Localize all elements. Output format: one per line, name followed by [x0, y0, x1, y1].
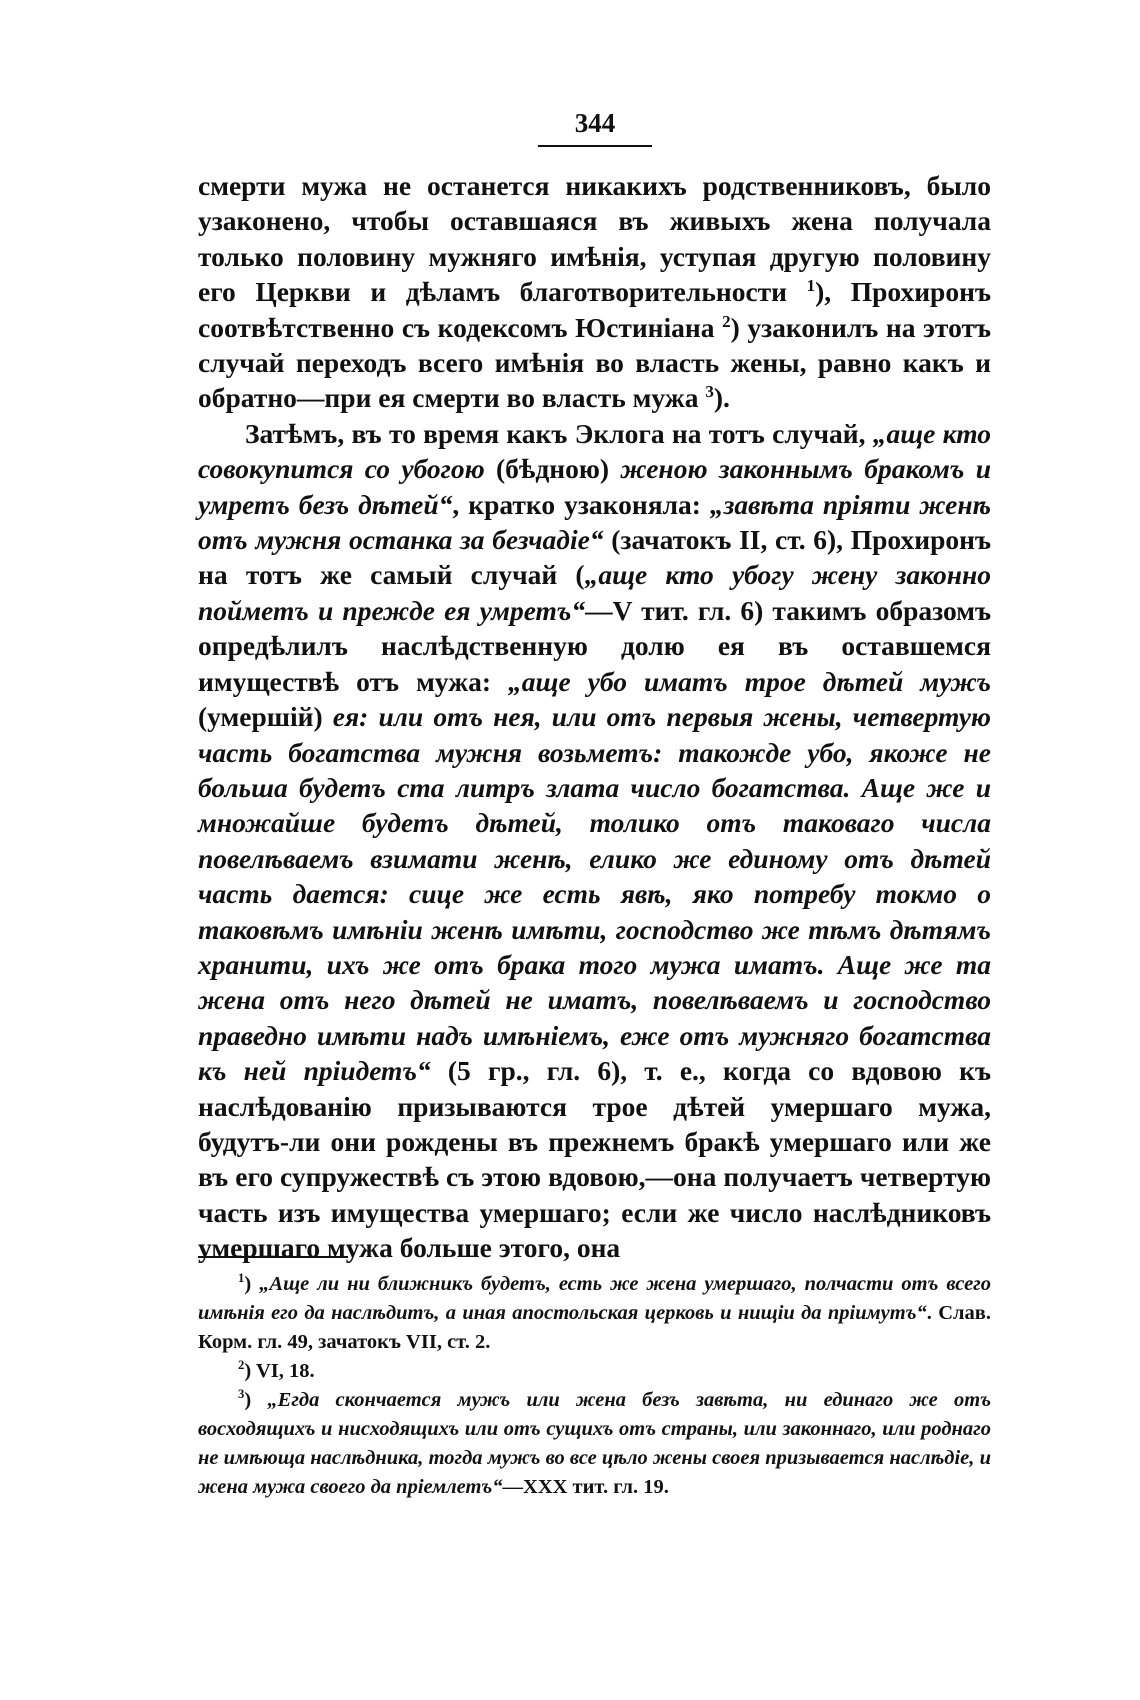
footnotes — [198, 1270, 991, 1502]
footnote-marker: 1 — [806, 276, 816, 296]
quoted-text: „Аще ли ни ближникъ будетъ, есть же жена умершаго, полчасти отъ всего имѣнія его да наслѣдитъ, а иная апостольская церковь и нищіи да пріимутъ“ — [198, 1273, 991, 1324]
quoted-text: „Егда скончается мужъ или жена безъ завѣта, ни единаго же отъ восходящихъ и нисходящихъ или отъ сущихъ отъ страны, или законнаго, или роднаго не имѣюща наслѣдника, тогда мужъ во все цѣло жены своея призывается наслѣдіе, и жена мужа своего да пріемлетъ“ — [198, 1389, 991, 1498]
text-run: ) — [244, 1389, 268, 1411]
footnote-marker: 3 — [705, 382, 714, 402]
text-run: ) — [244, 1273, 260, 1295]
quoted-text: ея: или отъ нея, или отъ первыя жены, четвертую часть богатства мужня возьметъ: такожде убо, якоже не больша будетъ ста литръ злата число богатства. Аще же и множайше будетъ дѣтей, толико отъ таковаго числа повелѣваемъ взимати женѣ, елико же единому отъ дѣтей часть дается: сице же есть явѣ, яко потребу токмо о таковѣмъ имѣніи женѣ имѣти, господство же тѣмъ дѣтямъ хранити, ихъ же отъ брака того мужа иматъ. Аще же та жена отъ него дѣтей не иматъ, повелѣваемъ и господство праведно имѣти надъ имѣніемъ, еже отъ мужняго богатства къ ней пріидетъ“ — [198, 701, 991, 1087]
footnote-marker: 2 — [722, 311, 731, 331]
text-run: —V тит. гл. 6) такимъ образомъ опредѣлилъ наслѣдственную долю ея въ оставшемся имуществѣ отъ мужа: — [198, 594, 991, 697]
quoted-text: „аще убо иматъ трое дѣтей мужъ — [508, 665, 991, 697]
page-number: 344 — [574, 108, 616, 138]
text-run: ). — [713, 382, 730, 414]
text-run: ), Прохиронъ соотвѣтственно съ кодексомъ Юстиніана — [198, 276, 991, 343]
text-run: Затѣмъ, въ то время какъ Эклога на тотъ случай, — [245, 417, 873, 449]
text-run: —XXX тит. гл. 19. — [502, 1476, 669, 1498]
footnote — [198, 1386, 991, 1502]
text-run: , кратко узаконяла: — [452, 488, 710, 520]
quoted-text: „аще кто убогу жену законно пойметъ и прежде ея умретъ“ — [198, 559, 992, 626]
text-run: ) узаконилъ на этотъ случай переходъ всего имѣнія во власть жены, равно какъ и обратно—при ея смерти во власть мужа — [198, 311, 991, 414]
text-run: смерти мужа не останется никакихъ родственниковъ, было узаконено, чтобы оставшаяся въ живыхъ жена получала только половину мужняго имѣнія, уступая другую половину его Церкви и дѣламъ благотворительности — [198, 170, 991, 308]
quoted-text: женою законнымъ бракомъ и умретъ безъ дѣтей“ — [198, 453, 991, 520]
footnote-separator — [198, 1256, 348, 1258]
footnote — [198, 1270, 991, 1357]
main-text — [198, 168, 991, 1266]
text-run: . Слав. Корм. гл. 49, зачатокъ VII, ст. 2. — [198, 1302, 991, 1353]
text-run: (5 гр., гл. 6), т. е., когда со вдовою къ наслѣдованію призываются трое дѣтей умершаго мужа, будутъ-ли они рождены въ прежнемъ бракѣ умершаго или же въ его супружествѣ съ этою вдовою,—она получаетъ четвертую часть изъ имущества умершаго; если же число наслѣдниковъ умершаго мужа больше этого, она — [198, 1055, 991, 1264]
text-run: ) VI, 18. — [244, 1360, 315, 1382]
text-run: (умершій) — [198, 701, 333, 733]
footnote — [198, 1357, 991, 1386]
page-number-rule — [538, 145, 652, 147]
quoted-text: „аще кто совокупится со убогою — [198, 417, 991, 485]
text-run: (зачатокъ II, ст. 6), Прохиронъ на тотъ же самый случай ( — [198, 524, 991, 591]
paragraph — [198, 168, 991, 416]
paragraph — [198, 416, 991, 1266]
footnote-marker: 3 — [238, 1387, 245, 1402]
text-run: (бѣдною) — [484, 453, 621, 485]
quoted-text: „завѣта пріяти женѣ отъ мужня останка за безчадіе“ — [198, 488, 991, 556]
footnote-marker: 2 — [238, 1358, 245, 1373]
footnote-marker: 1 — [238, 1271, 245, 1286]
